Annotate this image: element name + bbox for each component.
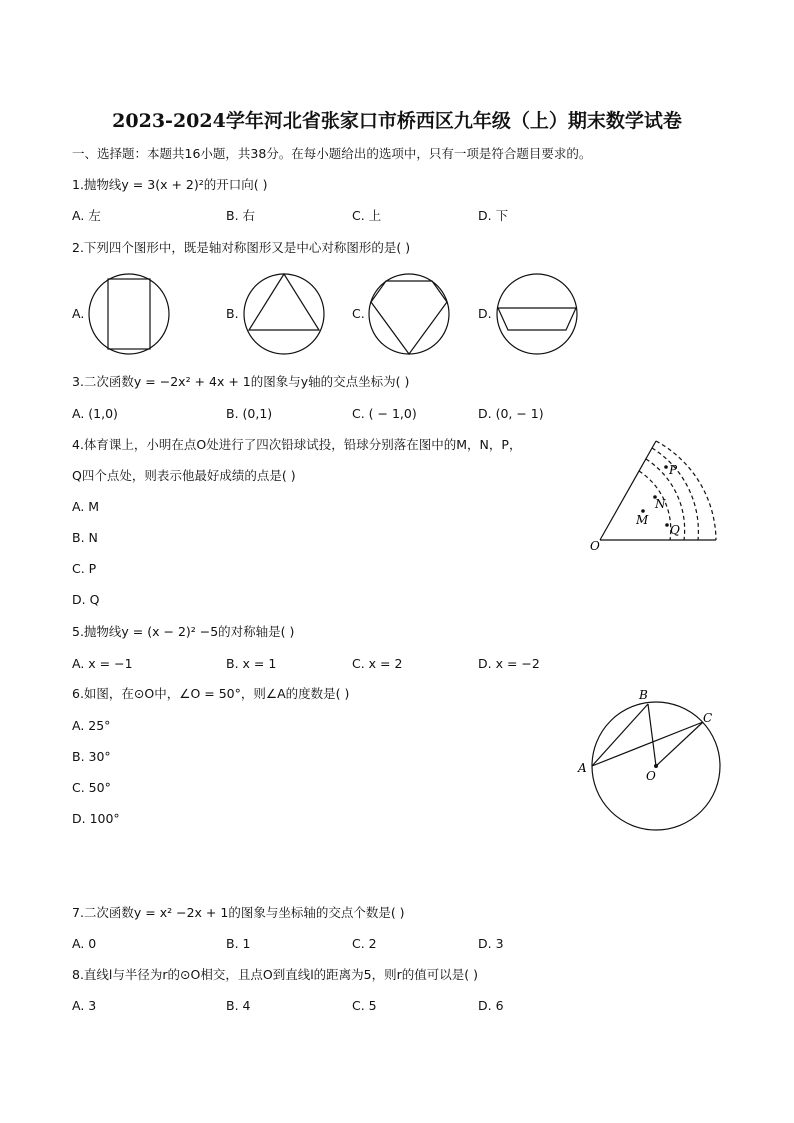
question-2-stem: 2.下列四个图形中，既是轴对称图形又是中心对称图形的是( ) <box>72 240 411 255</box>
q8-option-b[interactable]: B. 4 <box>226 998 251 1013</box>
q1-option-d[interactable]: D. 下 <box>478 208 509 223</box>
figure-circle-trapezoid <box>494 272 580 356</box>
figure-circle-rectangle <box>86 272 172 356</box>
q3-option-d[interactable]: D. (0, − 1) <box>478 406 544 421</box>
question-4-stem-line2: Q四个点处，则表示他最好成绩的点是( ) <box>72 468 296 483</box>
section-heading: 一、选择题：本题共16小题，共38分。在每小题给出的选项中，只有一项是符合题目要求的。 <box>72 146 592 161</box>
label-q: Q <box>670 523 680 537</box>
label-a: A <box>578 761 587 775</box>
q7-option-d[interactable]: D. 3 <box>478 936 504 951</box>
q4-option-a[interactable]: A. M <box>72 499 100 514</box>
label-o-center: O <box>646 769 656 783</box>
page-title: 2023-2024学年河北省张家口市桥西区九年级（上）期末数学试卷 <box>112 110 682 132</box>
label-o: O <box>590 539 600 553</box>
figure-circle-o <box>574 684 726 834</box>
question-1-stem: 1.抛物线y = 3(x + 2)²的开口向( ) <box>72 177 268 192</box>
question-4-stem-line1: 4.体育课上，小明在点O处进行了四次铅球试投，铅球分别落在图中的M，N，P， <box>72 437 522 452</box>
q7-option-a[interactable]: A. 0 <box>72 936 97 951</box>
figure-shot-put-sector <box>586 434 726 558</box>
q3-option-c[interactable]: C. ( − 1,0) <box>352 406 417 421</box>
label-m: M <box>636 513 649 527</box>
q3-option-b[interactable]: B. (0,1) <box>226 406 273 421</box>
figure-circle-triangle <box>241 272 327 356</box>
q5-option-d[interactable]: D. x = −2 <box>478 656 540 671</box>
q8-option-d[interactable]: D. 6 <box>478 998 504 1013</box>
q7-option-c[interactable]: C. 2 <box>352 936 377 951</box>
q6-option-b[interactable]: B. 30° <box>72 749 111 764</box>
label-b: B <box>639 688 648 702</box>
question-8-stem: 8.直线l与半径为r的⊙O相交，且点O到直线l的距离为5，则r的值可以是( ) <box>72 967 478 982</box>
q6-option-a[interactable]: A. 25° <box>72 718 111 733</box>
q3-option-a[interactable]: A. (1,0) <box>72 406 118 421</box>
q7-option-b[interactable]: B. 1 <box>226 936 251 951</box>
question-6-stem: 6.如图，在⊙O中，∠O = 50°，则∠A的度数是( ) <box>72 686 350 701</box>
label-c: C <box>703 711 713 725</box>
question-7-stem: 7.二次函数y = x² −2x + 1的图象与坐标轴的交点个数是( ) <box>72 905 405 920</box>
q2-option-d[interactable]: D. <box>478 306 492 321</box>
q1-option-a[interactable]: A. 左 <box>72 208 101 223</box>
label-n: N <box>655 497 666 511</box>
q8-option-c[interactable]: C. 5 <box>352 998 377 1013</box>
q5-option-a[interactable]: A. x = −1 <box>72 656 133 671</box>
q8-option-a[interactable]: A. 3 <box>72 998 97 1013</box>
label-p: P <box>669 463 678 477</box>
q4-option-b[interactable]: B. N <box>72 530 98 545</box>
q5-option-c[interactable]: C. x = 2 <box>352 656 403 671</box>
q6-option-d[interactable]: D. 100° <box>72 811 120 826</box>
q2-option-b[interactable]: B. <box>226 306 239 321</box>
question-5-stem: 5.抛物线y = (x − 2)² −5的对称轴是( ) <box>72 624 295 639</box>
q4-option-c[interactable]: C. P <box>72 561 97 576</box>
figure-circle-pentagon <box>366 272 452 356</box>
q2-option-a[interactable]: A. <box>72 306 85 321</box>
q1-option-c[interactable]: C. 上 <box>352 208 382 223</box>
q6-option-c[interactable]: C. 50° <box>72 780 111 795</box>
q1-option-b[interactable]: B. 右 <box>226 208 256 223</box>
q4-option-d[interactable]: D. Q <box>72 592 100 607</box>
q2-option-c[interactable]: C. <box>352 306 365 321</box>
question-3-stem: 3.二次函数y = −2x² + 4x + 1的图象与y轴的交点坐标为( ) <box>72 374 410 389</box>
q5-option-b[interactable]: B. x = 1 <box>226 656 277 671</box>
